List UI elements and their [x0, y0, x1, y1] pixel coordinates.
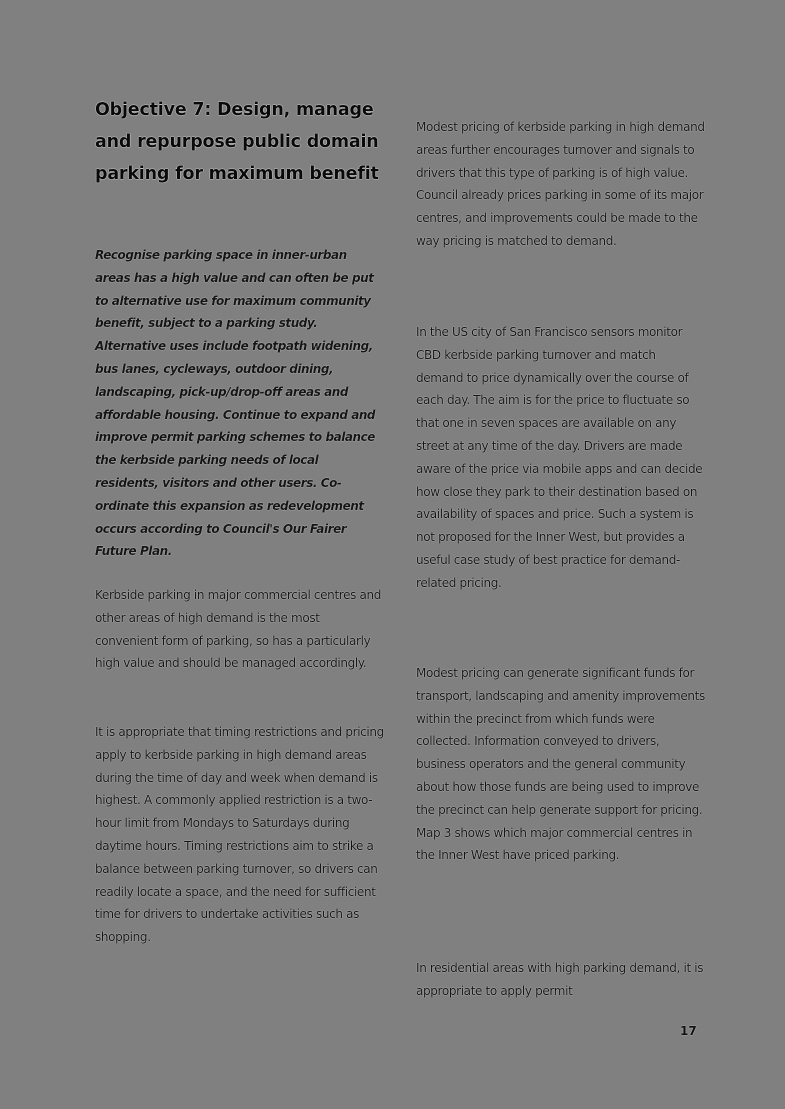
body-paragraph-residential-permits: In residential areas with high parking demand, it is appropriate to apply permit: [416, 961, 704, 998]
objective-heading: Objective 7: Design, manage and repurpose public domain parking for maximum benefit: [95, 100, 379, 184]
body-paragraph-kerbside-value: Kerbside parking in major commercial centres and other areas of high demand is the most convenient form of parking, so has a particularly high value and should be managed accordingly.: [95, 588, 382, 671]
body-paragraph-pricing-funds: Modest pricing can generate significant funds for transport, landscaping and amenity improvements within the precinct from which funds were collected. Information conveyed to drivers, business operators and the general community about how those funds are being used to improve the precinct can help generate support for pricing. Map 3 shows which major commercial centres in the Inner West have priced parking.: [416, 666, 705, 863]
page-number: 17: [680, 1024, 697, 1038]
body-paragraph-san-francisco: In the US city of San Francisco sensors monitor CBD kerbside parking turnover and match demand to price dynamically over the course of each day. The aim is for the price to fluctuate so that one in seven spaces are available on any street at any time of the day. Drivers are made aware of the price via mobile apps and can decide how close they park to their destination based on availability of spaces and price. Such a system is not proposed for the Inner West, but provides a useful case study of best practice for demand-related pricing.: [416, 325, 703, 590]
objective-intro-paragraph: Recognise parking space in inner-urban areas has a high value and can often be put to alternative use for maximum community benefit, subject to a parking study. Alternative uses include footpath widening, bus lanes, cycleways, outdoor dining, landscaping, pick-up/drop-off areas and affordable housing. Continue to expand and improve permit parking schemes to balance the kerbside parking needs of local residents, visitors and other users. Co-ordinate this expansion as redevelopment occurs according to Council's Our Fairer Future Plan.: [95, 248, 376, 559]
body-paragraph-timing-restrictions: It is appropriate that timing restrictions and pricing apply to kerbside parking in high demand areas during the time of day and week when demand is highest. A commonly applied restriction is a two-hour limit from Mondays to Saturdays during daytime hours. Timing restrictions aim to strike a balance between parking turnover, so drivers can readily locate a space, and the need for sufficient time for drivers to undertake activities such as shopping.: [95, 725, 384, 945]
body-paragraph-modest-pricing: Modest pricing of kerbside parking in high demand areas further encourages turnover and signals to drivers that this type of parking is of high value. Council already prices parking in some of its major centres, and improvements could be made to the way pricing is matched to demand.: [416, 120, 705, 248]
